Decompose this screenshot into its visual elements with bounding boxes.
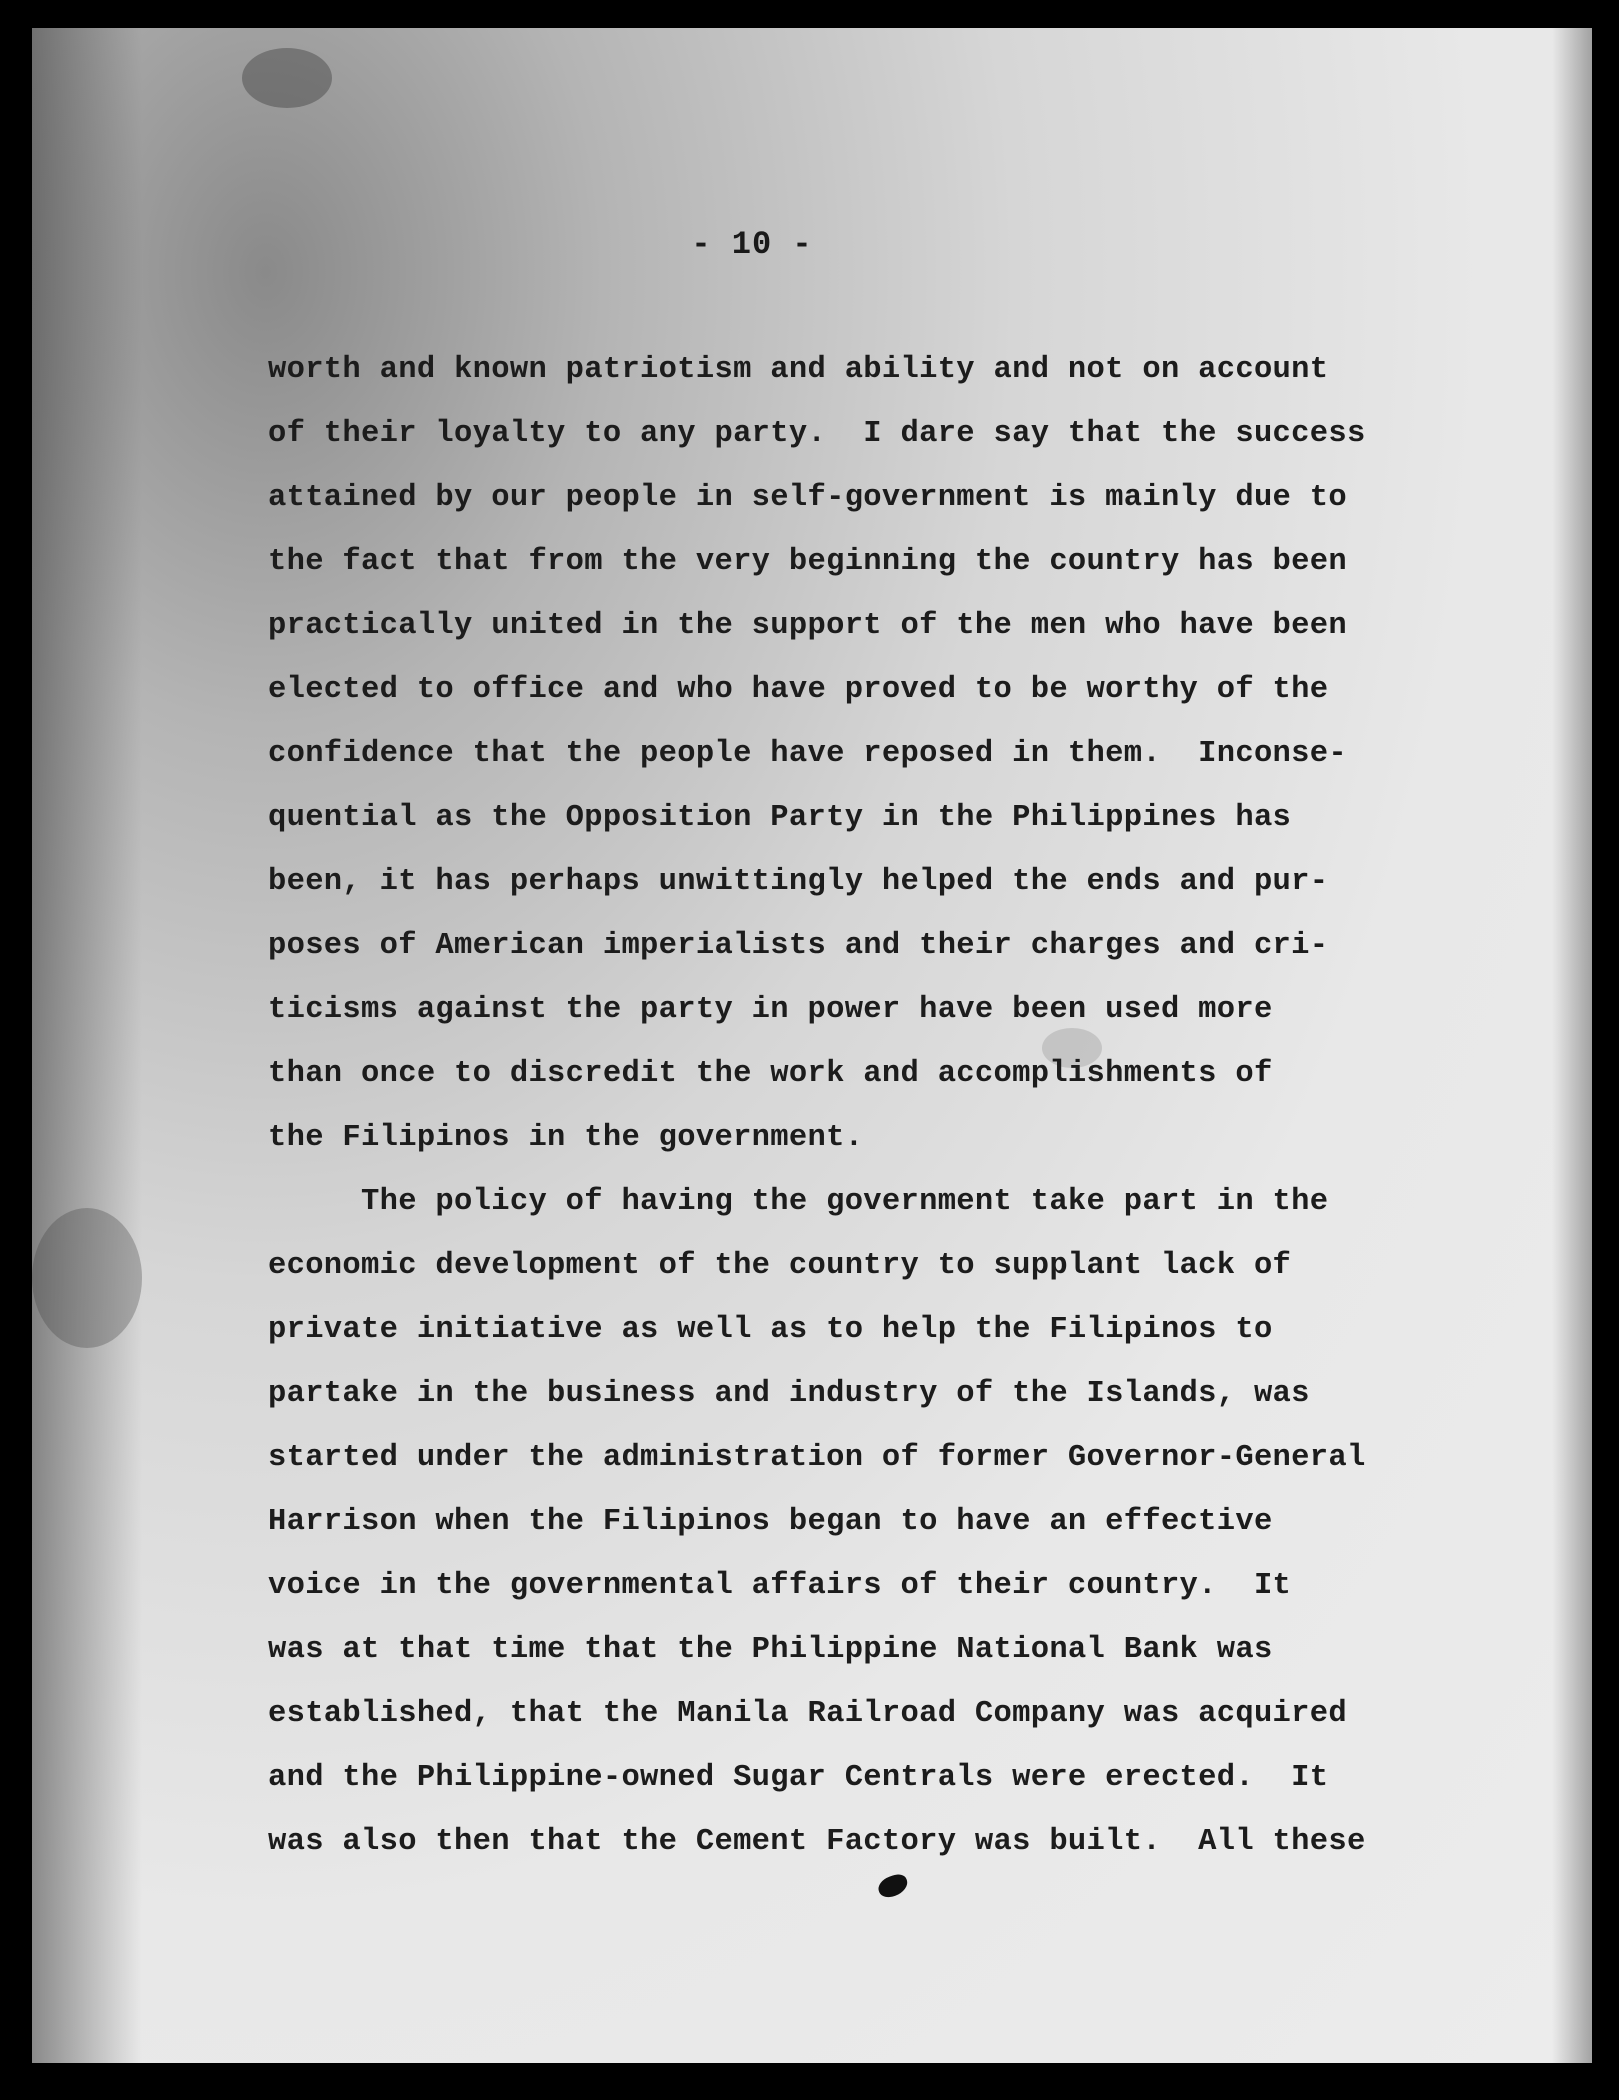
text-line: confidence that the people have reposed in them. Inconse- (268, 737, 1347, 771)
text-line: quential as the Opposition Party in the Philippines has (268, 801, 1292, 835)
text-line: partake in the business and industry of the Islands, was (268, 1377, 1310, 1411)
text-line: poses of American imperialists and their charges and cri- (268, 929, 1329, 963)
text-line: been, it has perhaps unwittingly helped the ends and pur- (268, 865, 1329, 899)
text-line: the Filipinos in the government. (268, 1121, 864, 1155)
stain-spot (242, 48, 332, 108)
text-line: worth and known patriotism and ability and not on account (268, 353, 1329, 387)
text-line: voice in the governmental affairs of their country. It (268, 1569, 1292, 1603)
text-line: Harrison when the Filipinos began to have an effective (268, 1505, 1273, 1539)
text-line: of their loyalty to any party. I dare say that the success (268, 417, 1366, 451)
text-line: was also then that the Cement Factory was built. All these (268, 1825, 1366, 1859)
page-number: - 10 - (691, 226, 813, 263)
page-shadow-left (32, 28, 142, 2063)
text-line: economic development of the country to supplant lack of (268, 1249, 1292, 1283)
ink-blot (875, 1871, 910, 1900)
text-line: elected to office and who have proved to be worthy of the (268, 673, 1329, 707)
text-line: started under the administration of former Governor-General (268, 1441, 1366, 1475)
text-line: The policy of having the government take part in the (268, 1185, 1329, 1219)
page-shadow-right (1552, 28, 1592, 2063)
stain-spot (32, 1208, 142, 1348)
document-page (32, 28, 1592, 2063)
text-line: private initiative as well as to help the Filipinos to (268, 1313, 1273, 1347)
text-line: and the Philippine-owned Sugar Centrals were erected. It (268, 1761, 1329, 1795)
text-line: than once to discredit the work and accomplishments of (268, 1057, 1273, 1091)
text-line: ticisms against the party in power have been used more (268, 993, 1273, 1027)
body-text (268, 338, 1468, 1874)
text-line: established, that the Manila Railroad Company was acquired (268, 1697, 1347, 1731)
text-line: was at that time that the Philippine National Bank was (268, 1633, 1273, 1667)
text-line: the fact that from the very beginning the country has been (268, 545, 1347, 579)
text-line: attained by our people in self-government is mainly due to (268, 481, 1347, 515)
text-line: practically united in the support of the men who have been (268, 609, 1347, 643)
